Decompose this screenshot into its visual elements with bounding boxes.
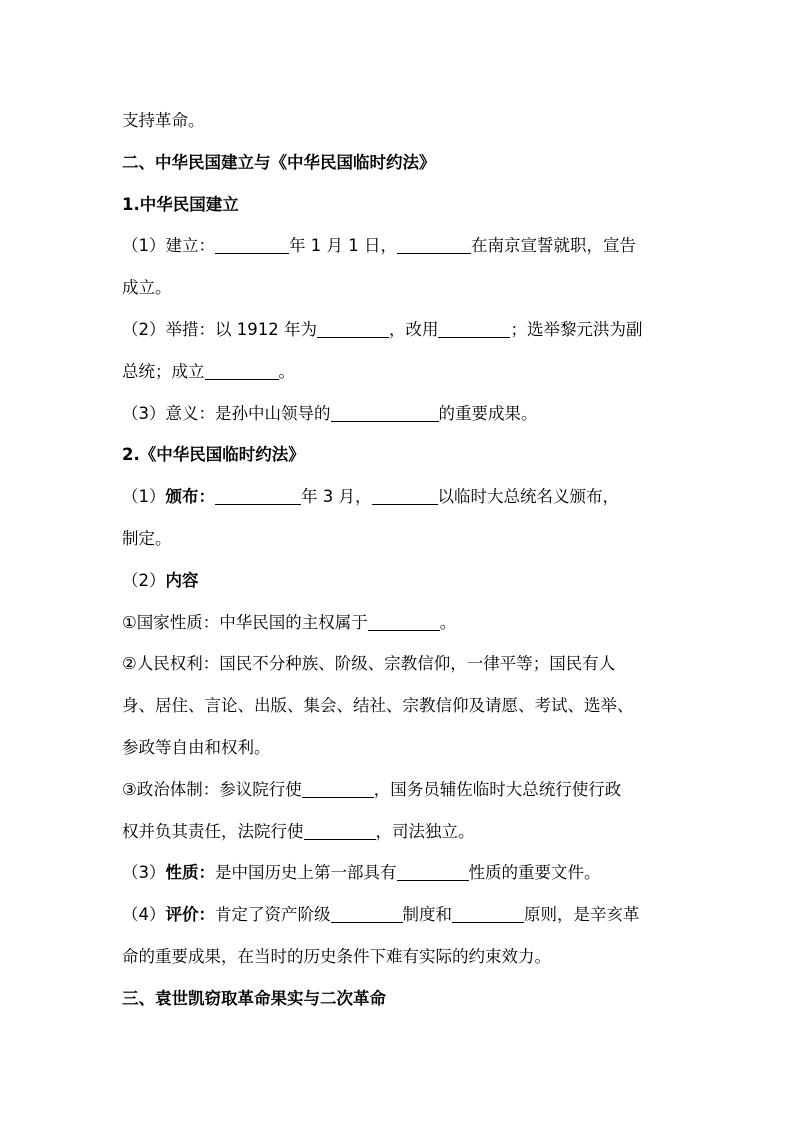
- paragraph-line: ③政治体制：参议院行使 ，国务员辅佐临时大总统行使行政: [122, 779, 622, 799]
- fill-blank[interactable]: [317, 319, 389, 338]
- paragraph-line: （4）评价：肯定了资产阶级 制度和 原则，是辛亥革: [122, 905, 640, 925]
- subsection-heading: 1.中华民国建立: [122, 194, 239, 214]
- fill-blank[interactable]: [331, 904, 403, 923]
- paragraph-line: 总统；成立 。: [122, 361, 295, 381]
- paragraph-line: 参政等自由和权利。: [122, 737, 271, 757]
- fill-blank[interactable]: [372, 486, 438, 505]
- paragraph-line: （3）性质：是中国历史上第一部具有 性质的重要文件。: [122, 863, 601, 883]
- paragraph-line: 成立。: [122, 278, 172, 298]
- paragraph-line: （2）内容: [122, 570, 199, 590]
- section-heading: 三、袁世凯窃取革命果实与二次革命: [122, 988, 386, 1008]
- fill-blank[interactable]: [452, 904, 524, 923]
- fill-blank[interactable]: [302, 779, 374, 798]
- fill-blank[interactable]: [397, 235, 471, 254]
- paragraph-line: 支持革命。: [122, 111, 205, 130]
- fill-blank[interactable]: [397, 862, 469, 881]
- fill-blank[interactable]: [368, 612, 440, 631]
- paragraph-line: 制定。: [122, 528, 172, 548]
- fill-blank[interactable]: [205, 361, 279, 380]
- paragraph-line: （1）建立： 年 1 月 1 日， 在南京宣誓就职，宣告: [122, 236, 636, 256]
- document-body: [122, 100, 682, 1020]
- subsection-heading: 2.《中华民国临时约法》: [122, 445, 305, 465]
- paragraph-line: ①国家性质：中华民国的主权属于 。: [122, 612, 457, 632]
- paragraph-line: （1）颁布： 年 3 月， 以临时大总统名义颁布，: [122, 487, 619, 507]
- paragraph-line: 命的重要成果，在当时的历史条件下难有实际的约束效力。: [122, 946, 551, 966]
- paragraph-line: 权并负其责任，法院行使 ，司法独立。: [122, 821, 475, 841]
- fill-blank[interactable]: [304, 821, 376, 840]
- paragraph-line: （2）举措：以 1912 年为 ，改用 ；选举黎元洪为副: [122, 319, 643, 339]
- fill-blank[interactable]: [331, 403, 439, 422]
- fill-blank[interactable]: [215, 486, 301, 505]
- paragraph-line: ②人民权利：国民不分种族、阶级、宗教信仰，一律平等；国民有人: [122, 654, 616, 674]
- fill-blank[interactable]: [438, 319, 510, 338]
- paragraph-line: （3）意义：是孙中山领导的 的重要成果。: [122, 403, 538, 423]
- section-heading: 二、中华民国建立与《中华民国临时约法》: [122, 152, 436, 172]
- fill-blank[interactable]: [215, 235, 289, 254]
- paragraph-line: 身、居住、言论、出版、集会、结社、宗教信仰及请愿、考试、选举、: [122, 696, 634, 716]
